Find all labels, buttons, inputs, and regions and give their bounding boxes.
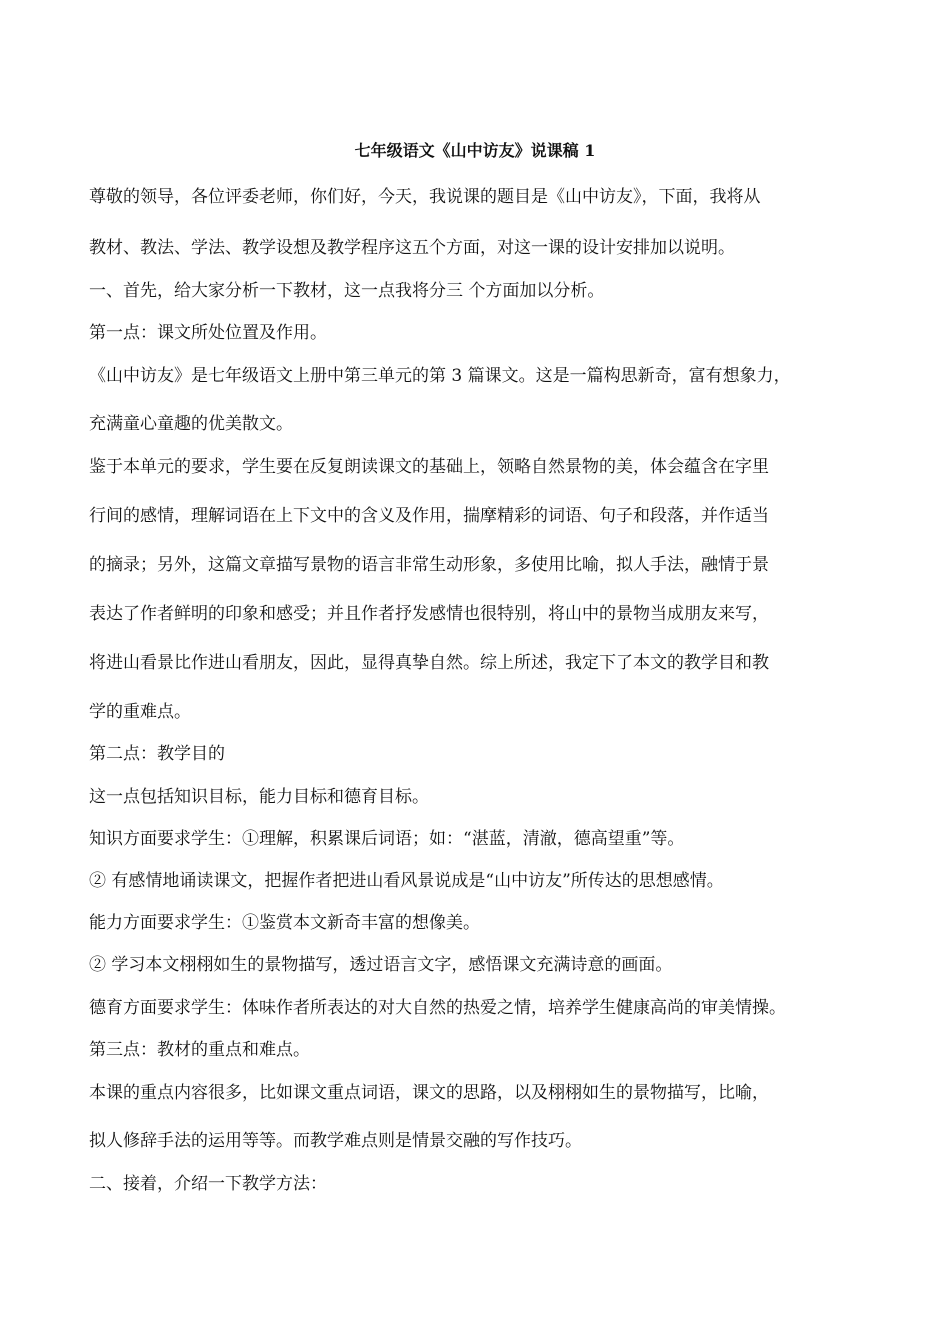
paragraph-line: 尊敬的领导，各位评委老师，你们好，今天，我说课的题目是《山中访友》，下面，我将从 <box>89 187 761 207</box>
paragraph-line: 《山中访友》是七年级语文上册中第三单元的第 3 篇课文。这是一篇构思新奇，富有想象力， <box>89 366 791 386</box>
paragraph-line: 的摘录；另外，这篇文章描写景物的语言非常生动形象，多使用比喻，拟人手法，融情于景 <box>89 555 769 575</box>
paragraph-line: 这一点包括知识目标，能力目标和德育目标。 <box>89 787 429 807</box>
paragraph-line: ② 有感情地诵读课文，把握作者把进山看风景说成是“山中访友”所传达的思想感情。 <box>89 871 724 891</box>
paragraph-line: 教材、教法、学法、教学设想及教学程序这五个方面，对这一课的设计安排加以说明。 <box>89 238 735 258</box>
paragraph-line: 一、首先，给大家分析一下教材，这一点我将分三 个方面加以分析。 <box>89 281 605 301</box>
paragraph-line: 表达了作者鲜明的印象和感受；并且作者抒发感情也很特别，将山中的景物当成朋友来写， <box>89 604 769 624</box>
paragraph-line: ② 学习本文栩栩如生的景物描写，透过语言文字，感悟课文充满诗意的画面。 <box>89 955 673 975</box>
paragraph-line: 本课的重点内容很多，比如课文重点词语，课文的思路，以及栩栩如生的景物描写，比喻， <box>89 1083 769 1103</box>
paragraph-line: 鉴于本单元的要求，学生要在反复朗读课文的基础上，领略自然景物的美，体会蕴含在字里 <box>89 457 769 477</box>
paragraph-line: 第三点：教材的重点和难点。 <box>89 1040 310 1060</box>
paragraph-line: 充满童心童趣的优美散文。 <box>89 414 293 434</box>
paragraph-line: 知识方面要求学生：①理解，积累课后词语；如：“湛蓝，清澈，德高望重”等。 <box>89 829 685 849</box>
paragraph-line: 德育方面要求学生：体味作者所表达的对大自然的热爱之情，培养学生健康高尚的审美情操。 <box>89 998 786 1018</box>
document-title: 七年级语文《山中访友》说课稿 1 <box>354 141 596 160</box>
paragraph-line: 第二点：教学目的 <box>89 744 225 764</box>
paragraph-line: 将进山看景比作进山看朋友，因此，显得真挚自然。综上所述，我定下了本文的教学目和教 <box>89 653 769 673</box>
paragraph-line: 行间的感情，理解词语在上下文中的含义及作用，揣摩精彩的词语、句子和段落，并作适当 <box>89 506 769 526</box>
paragraph-line: 学的重难点。 <box>89 702 191 722</box>
paragraph-line: 二、接着，介绍一下教学方法： <box>89 1174 327 1194</box>
paragraph-line: 能力方面要求学生：①鉴赏本文新奇丰富的想像美。 <box>89 913 480 933</box>
paragraph-line: 拟人修辞手法的运用等等。而教学难点则是情景交融的写作技巧。 <box>89 1131 582 1151</box>
paragraph-line: 第一点：课文所处位置及作用。 <box>89 323 327 343</box>
